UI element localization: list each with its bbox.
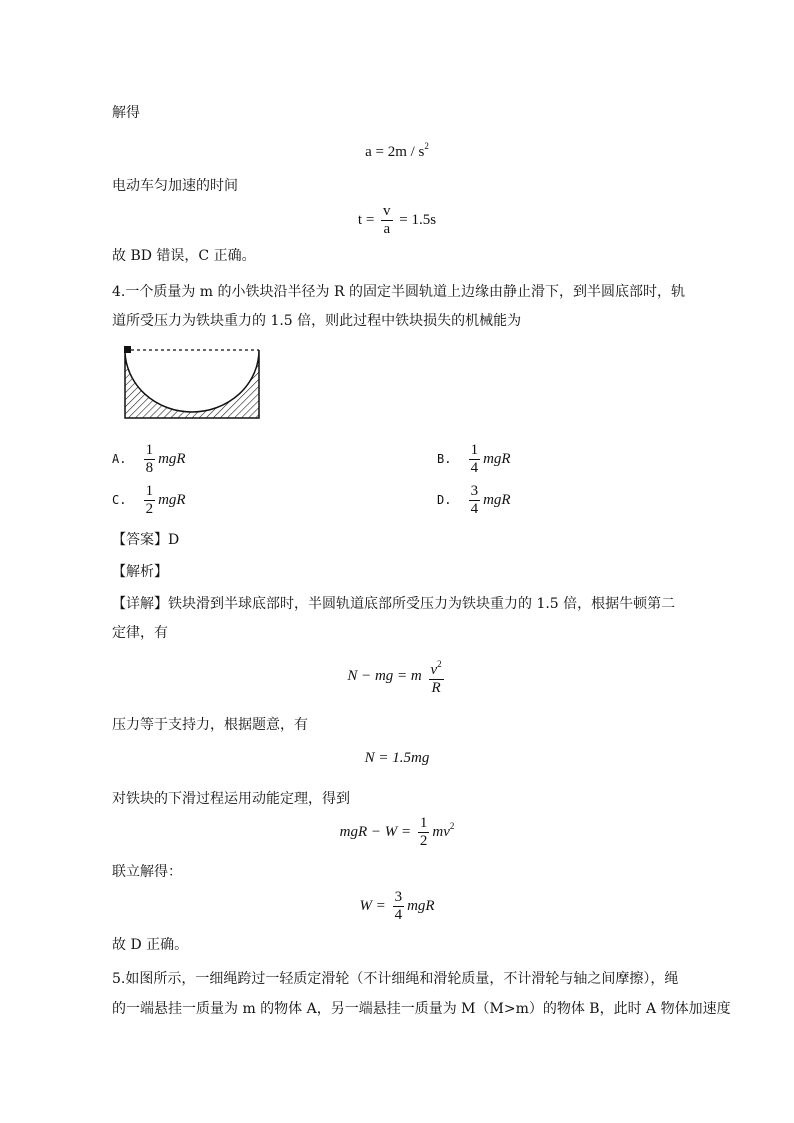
detail-line1: 【详解】铁块滑到半球底部时，半圆轨道底部所受压力为铁块重力的 1.5 倍，根据牛顿第二 [112, 596, 676, 612]
accel-time-text: 电动车匀加速的时间 [112, 178, 238, 194]
semicircle-track-diagram [122, 346, 262, 422]
equation-result-lhs: W = [359, 897, 386, 914]
question5-line1: 5.如图所示，一细绳跨过一轻质定滑轮（不计细绳和滑轮质量，不计滑轮与轴之间摩擦），绳 [112, 971, 679, 987]
equation-result-rhs: mgR [407, 897, 435, 914]
kinetic-energy-text: 对铁块的下滑过程运用动能定理，得到 [112, 791, 350, 807]
equation-result-num: 3 [394, 889, 403, 905]
option-d-den: 4 [470, 501, 479, 517]
option-c-fraction [144, 483, 156, 518]
equation-work-fraction [418, 815, 430, 850]
option-c-num: 1 [145, 483, 154, 499]
equation-result-den: 4 [394, 907, 403, 923]
iron-block [124, 346, 131, 353]
equation-work-energy [0, 815, 794, 850]
option-b-rest: mgR [483, 450, 511, 467]
equation-newton-lhs: N − mg = m [347, 667, 422, 684]
conclusion-bd: 故 BD 错误，C 正确。 [112, 248, 256, 264]
equation-newton-num: v [430, 662, 438, 678]
option-d[interactable] [437, 483, 511, 518]
option-b-num: 1 [470, 442, 479, 458]
track-body [125, 350, 259, 418]
equation-result-fraction [393, 889, 405, 924]
equation-work-rhs-exp: 2 [449, 820, 455, 831]
option-d-fraction [469, 483, 481, 518]
equation-acceleration-lhs: a = 2m / s [365, 144, 425, 160]
option-a-den: 8 [145, 460, 154, 476]
answer-label: 【答案】D [112, 532, 180, 548]
equation-newton-den: R [431, 680, 441, 696]
lianli-text: 联立解得： [112, 864, 182, 880]
equation-work-rhs: mv [432, 823, 450, 840]
equation-acceleration [0, 141, 794, 161]
option-a-rest: mgR [158, 450, 186, 467]
option-d-num: 3 [470, 483, 479, 499]
jiede-text-1: 解得 [112, 105, 140, 121]
option-b-den: 4 [470, 460, 479, 476]
option-c[interactable] [112, 483, 186, 518]
option-c-rest: mgR [158, 491, 186, 508]
analysis-label: 【解析】 [112, 564, 168, 580]
equation-work-num: 1 [419, 815, 428, 831]
question4-line2: 道所受压力为铁块重力的 1.5 倍，则此过程中铁块损失的机械能为 [112, 313, 522, 329]
equation-work-den: 2 [419, 833, 428, 849]
equation-time-rhs: = 1.5s [399, 211, 437, 228]
option-c-den: 2 [145, 501, 154, 517]
option-a-letter: A. [112, 451, 127, 466]
option-d-rest: mgR [483, 491, 511, 508]
option-b[interactable] [437, 442, 511, 477]
equation-work-lhs: mgR − W = [339, 823, 412, 840]
option-b-letter: B. [437, 451, 452, 466]
equation-newton [0, 656, 794, 697]
question5-line2: 的一端悬挂一质量为 m 的物体 A，另一端悬挂一质量为 M（M>m）的物体 B，此时 A 物体加速度 [112, 1001, 731, 1017]
question4-line1: 4.一个质量为 m 的小铁块沿半径为 R 的固定半圆轨道上边缘由静止滑下，到半圆底部时，轨 [112, 284, 685, 300]
equation-time-fraction [381, 203, 393, 238]
option-a-fraction [144, 442, 156, 477]
equation-time-num: v [383, 203, 391, 219]
detail-line2: 定律，有 [112, 625, 168, 641]
conclusion-d: 故 D 正确。 [112, 937, 189, 953]
option-d-letter: D. [437, 492, 452, 507]
equation-n15-text: N = 1.5mg [364, 750, 430, 766]
option-b-fraction [469, 442, 481, 477]
equation-newton-fraction [429, 656, 444, 697]
pressure-text: 压力等于支持力，根据题意，有 [112, 717, 308, 733]
equation-result [0, 889, 794, 924]
equation-acceleration-exp: 2 [424, 141, 429, 151]
option-a-num: 1 [145, 442, 154, 458]
option-a[interactable] [112, 442, 186, 477]
equation-time-lhs: t = [357, 211, 375, 228]
equation-n15 [0, 750, 794, 767]
option-c-letter: C. [112, 492, 127, 507]
equation-time [0, 203, 794, 238]
equation-newton-num-exp: 2 [437, 659, 442, 669]
equation-time-den: a [383, 221, 391, 237]
